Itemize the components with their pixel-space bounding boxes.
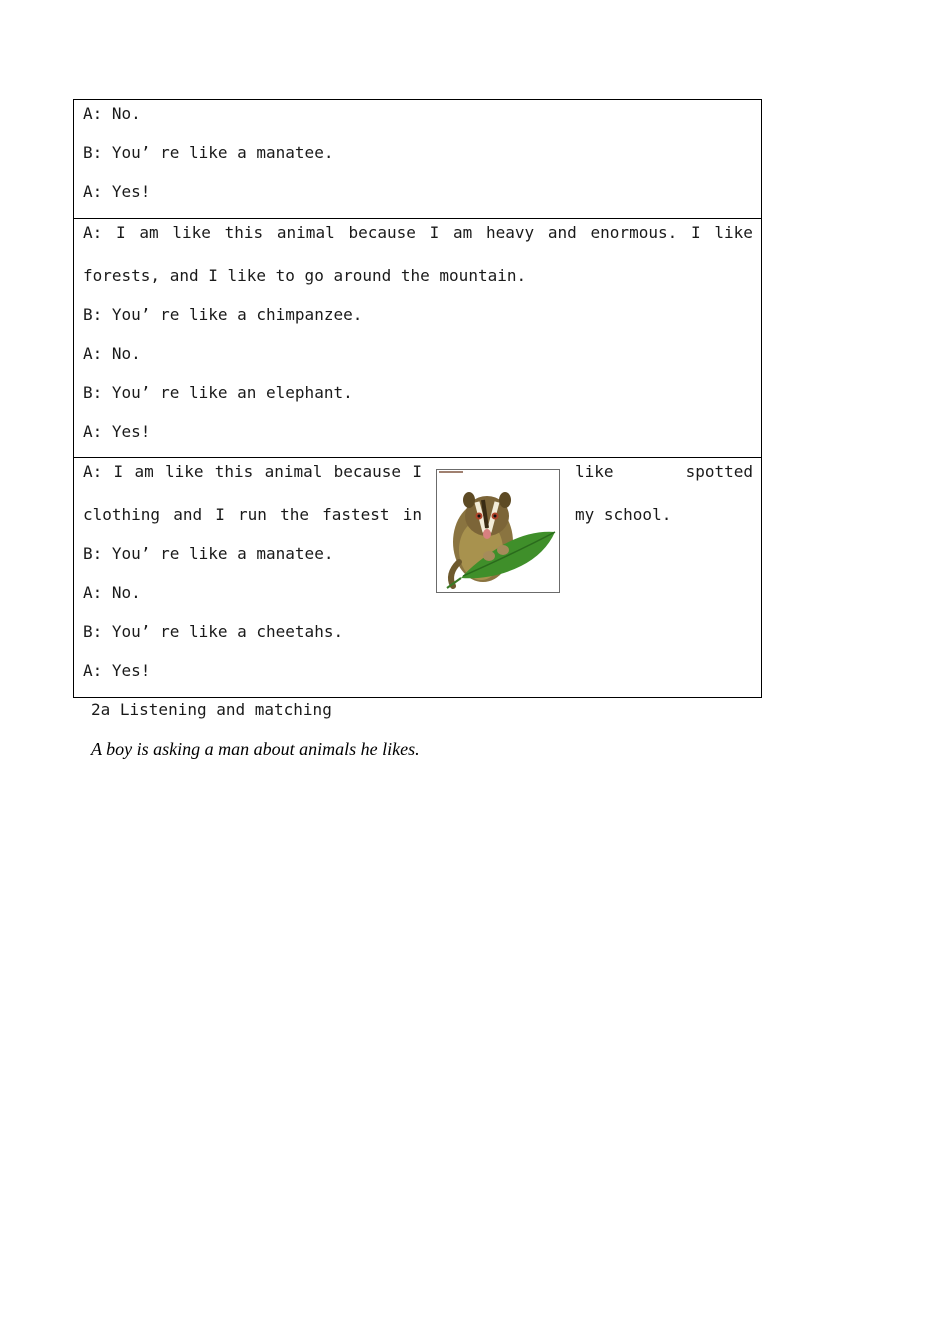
- dialog-line: A: No.: [83, 104, 141, 123]
- dialog-line: A: No.: [83, 583, 141, 602]
- dialog-line: B: You’ re like a manatee.: [83, 143, 334, 162]
- dialog-line: B: You’ re like a cheetahs.: [83, 622, 344, 641]
- word: am: [134, 462, 154, 481]
- word: the: [280, 505, 309, 524]
- word: am: [452, 223, 473, 242]
- dialog-line: B: You’ re like an elephant.: [83, 383, 353, 402]
- dialog-line-left: [83, 505, 422, 525]
- word: in: [402, 505, 422, 524]
- word: like: [164, 462, 204, 481]
- word: and: [173, 505, 203, 524]
- word: animal: [264, 462, 323, 481]
- section-heading: 2a Listening and matching: [91, 700, 332, 719]
- word: animal: [276, 223, 335, 242]
- intro-sentence: A boy is asking a man about animals he likes.: [91, 739, 420, 759]
- word: like: [172, 223, 211, 242]
- word: I: [215, 505, 225, 524]
- dialog-line: A: Yes!: [83, 182, 151, 201]
- dialog-line: B: You’ re like a chimpanzee.: [83, 305, 363, 324]
- word: I: [429, 223, 440, 242]
- word: I: [412, 462, 422, 481]
- dialog-line-justified: [83, 223, 753, 243]
- word: I: [116, 223, 126, 242]
- word: fastest: [322, 505, 390, 524]
- word: I: [113, 462, 124, 481]
- word: because: [333, 462, 402, 481]
- dialog-line: forests, and I like to go around the mountain.: [83, 266, 527, 285]
- dialog-line-right: my school.: [575, 505, 672, 524]
- word: and: [547, 223, 577, 242]
- dialog-line-left: [83, 462, 422, 482]
- word: am: [139, 223, 159, 242]
- word: like: [714, 223, 753, 242]
- dialog-line: A: Yes!: [83, 661, 151, 680]
- word: heavy: [485, 223, 535, 242]
- dialog-cell-2: [74, 219, 761, 458]
- possum-on-leaf-icon: [436, 469, 560, 593]
- dialog-line-right: [575, 462, 753, 482]
- word: this: [224, 223, 264, 242]
- word: enormous.: [590, 223, 678, 242]
- dialog-cell-1: [74, 100, 761, 219]
- dialog-line: A: No.: [83, 344, 141, 363]
- word: because: [348, 223, 416, 242]
- word: A:: [83, 223, 103, 242]
- word: clothing: [83, 505, 161, 524]
- word: A:: [83, 462, 103, 481]
- dialog-line: B: You’ re like a manatee.: [83, 544, 334, 563]
- word: like: [575, 462, 614, 481]
- word: run: [238, 505, 267, 524]
- word: spotted: [685, 462, 753, 481]
- dialog-line: A: Yes!: [83, 422, 151, 441]
- word: I: [690, 223, 701, 242]
- dialog-cell-3: [74, 458, 761, 697]
- word: this: [214, 462, 254, 481]
- dialog-table: [73, 99, 762, 698]
